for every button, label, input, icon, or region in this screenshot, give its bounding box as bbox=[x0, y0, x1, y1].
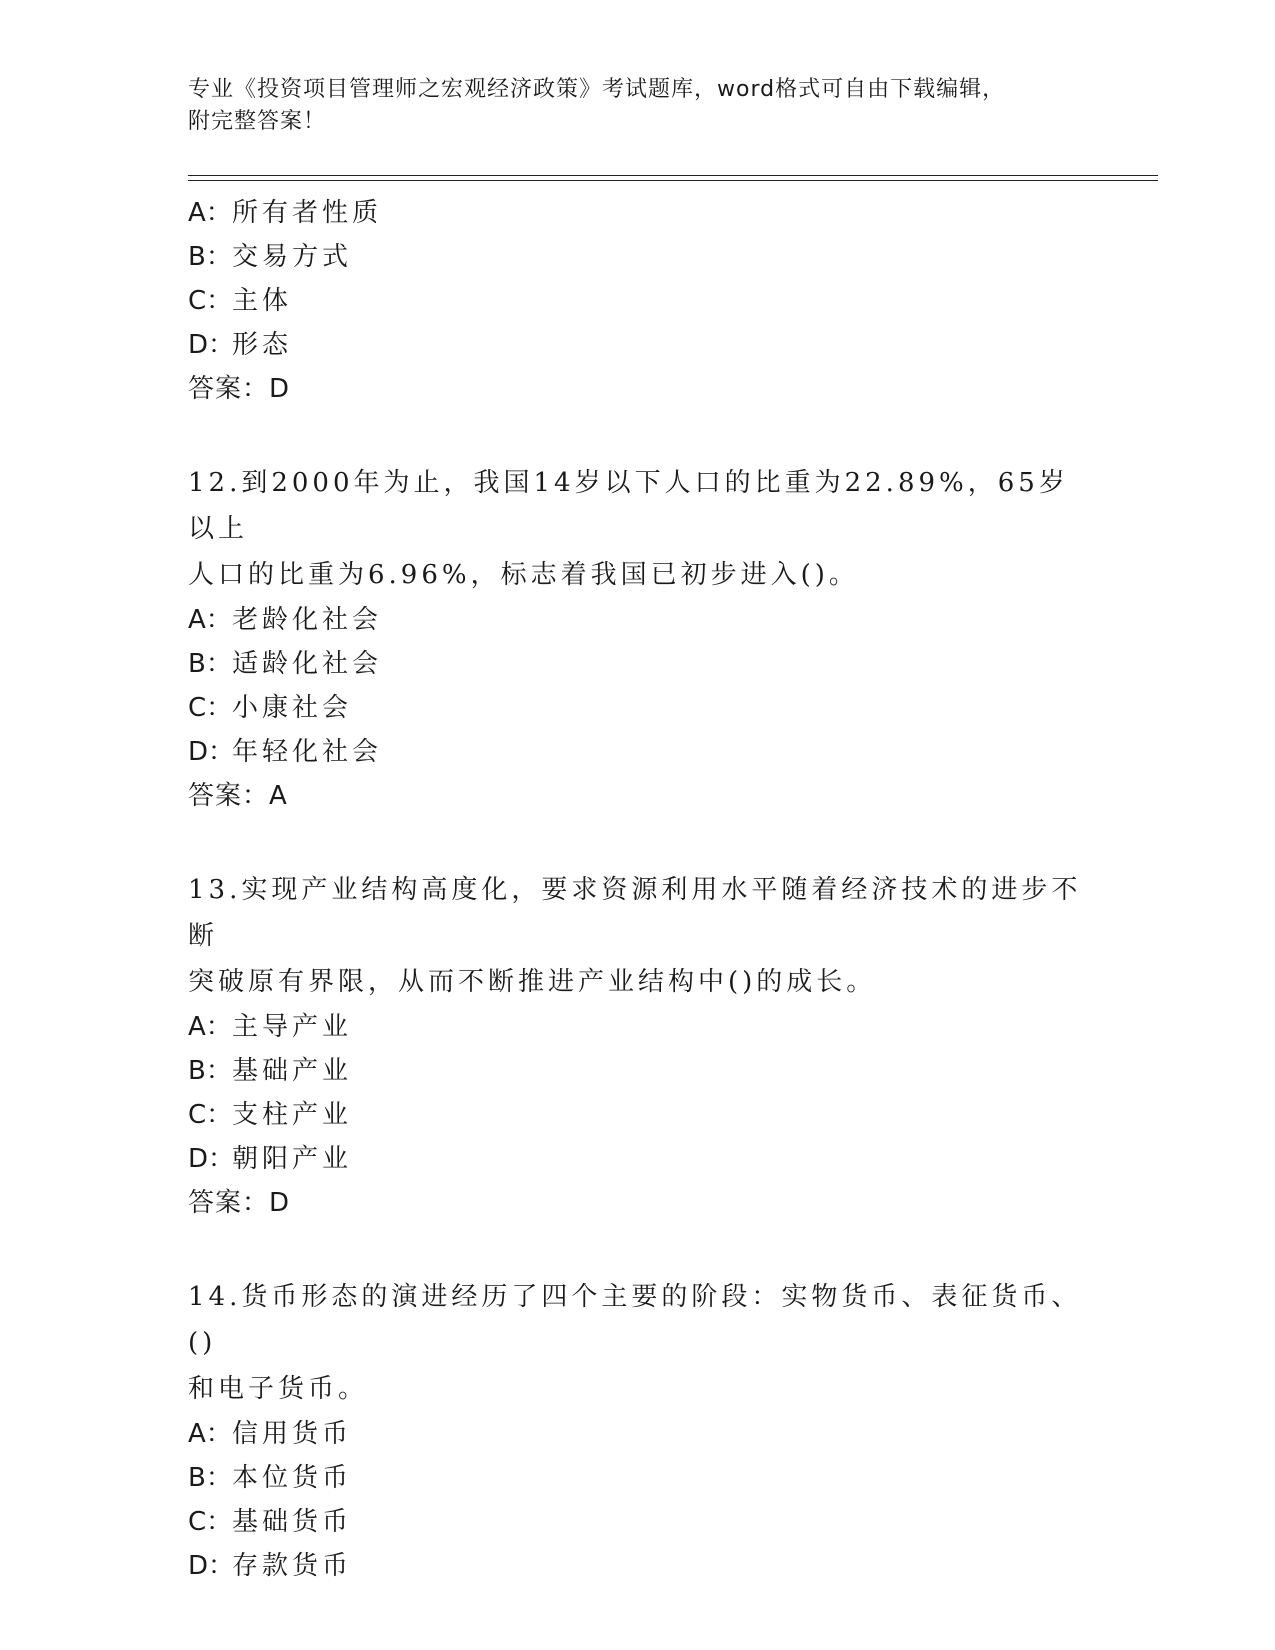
header-line-1: 专业《投资项目管理师之宏观经济政策》考试题库，word格式可自由下载编辑， bbox=[188, 77, 1006, 102]
spacer bbox=[188, 1225, 1088, 1274]
answer: 答案：D bbox=[188, 374, 291, 404]
option-d: D：形态 bbox=[188, 330, 293, 360]
header-line-2: 附完整答案！ bbox=[188, 109, 327, 134]
question-stem: 14.货币形态的演进经历了四个主要的阶段：实物货币、表征货币、() 和电子货币。 bbox=[188, 1282, 1082, 1404]
answer: 答案：D bbox=[188, 1188, 291, 1218]
option-b: B：交易方式 bbox=[188, 242, 353, 272]
option-a: A：主导产业 bbox=[188, 1012, 353, 1042]
option-a: A：老龄化社会 bbox=[188, 605, 383, 635]
option-c: C：基础货币 bbox=[188, 1507, 353, 1537]
header-rule-bottom bbox=[188, 180, 1158, 181]
option-c: C：小康社会 bbox=[188, 693, 353, 723]
question-stem: 12.到2000年为止，我国14岁以下人口的比重为22.89%，65岁以上 人口的比重为6.96%，标志着我国已初步进入()。 bbox=[188, 468, 1069, 590]
question-list bbox=[188, 191, 1088, 1588]
option-d: D：朝阳产业 bbox=[188, 1144, 353, 1174]
option-b: B：适龄化社会 bbox=[188, 649, 383, 679]
question-stem: 13.实现产业结构高度化，要求资源利用水平随着经济技术的进步不断 突破原有界限，从而不断推进产业结构中()的成长。 bbox=[188, 875, 1082, 997]
answer: 答案：A bbox=[188, 781, 288, 811]
option-b: B：本位货币 bbox=[188, 1463, 353, 1493]
question-13 bbox=[188, 867, 1088, 1225]
spacer bbox=[188, 818, 1088, 867]
option-d: D：年轻化社会 bbox=[188, 737, 383, 767]
question-11 bbox=[188, 191, 1088, 411]
option-d: D：存款货币 bbox=[188, 1551, 353, 1581]
question-14 bbox=[188, 1274, 1088, 1588]
document-header bbox=[188, 74, 1088, 138]
option-a: A：信用货币 bbox=[188, 1419, 353, 1449]
option-c: C：支柱产业 bbox=[188, 1100, 353, 1130]
spacer bbox=[188, 411, 1088, 460]
option-c: C：主体 bbox=[188, 286, 293, 316]
option-b: B：基础产业 bbox=[188, 1056, 353, 1086]
question-12 bbox=[188, 460, 1088, 818]
option-a: A：所有者性质 bbox=[188, 198, 383, 228]
header-rule-top bbox=[188, 175, 1158, 176]
